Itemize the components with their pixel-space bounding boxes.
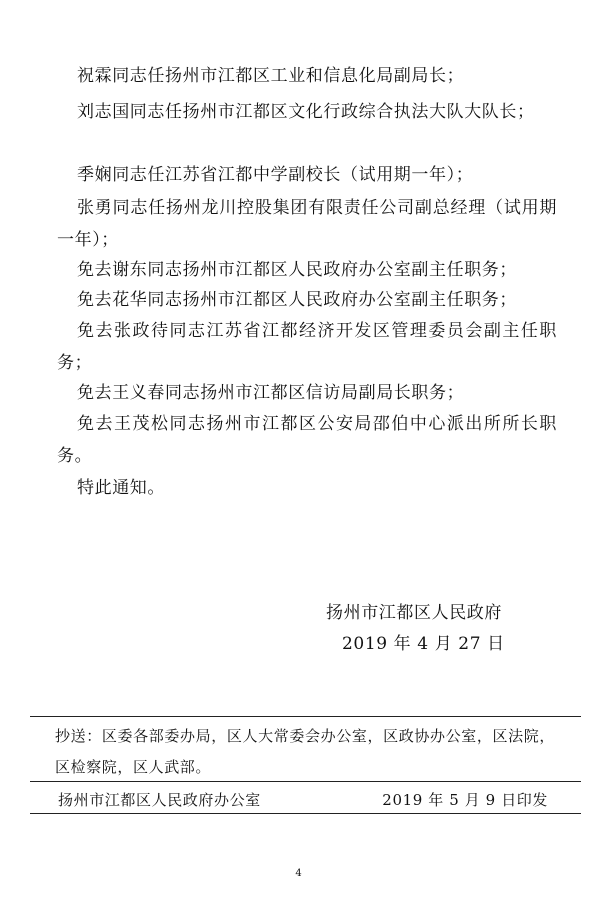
appointment-paragraph: 祝霖同志任扬州市江都区工业和信息化局副局长； <box>77 66 465 86</box>
issuing-organization: 扬州市江都区人民政府 <box>326 603 502 623</box>
dismissal-paragraph: 免去王义春同志扬州市江都区信访局副局长职务； <box>77 383 465 403</box>
appointment-paragraph: 张勇同志任扬州龙川控股集团有限责任公司副总经理（试用期一年）； <box>57 198 557 250</box>
page-number: 4 <box>295 868 302 879</box>
dismissal-paragraph: 免去王茂松同志扬州市江都区公安局邵伯中心派出所所长职务。 <box>57 414 557 466</box>
cc-bottom-rule <box>30 781 581 782</box>
appointment-paragraph: 刘志国同志任扬州市江都区文化行政综合执法大队大队长； <box>77 102 535 122</box>
closing-line: 特此通知。 <box>77 478 165 498</box>
print-date: 2019 年 5 月 9 日印发 <box>382 791 548 809</box>
dismissal-paragraph: 免去花华同志扬州市江都区人民政府办公室副主任职务； <box>77 290 517 310</box>
dismissal-paragraph: 免去谢东同志扬州市江都区人民政府办公室副主任职务； <box>77 260 517 280</box>
issue-date: 2019 年 4 月 27 日 <box>342 634 505 654</box>
dismissal-paragraph: 免去张政待同志江苏省江都经济开发区管理委员会副主任职务； <box>57 321 557 373</box>
printing-office: 扬州市江都区人民政府办公室 <box>58 791 261 809</box>
footer-bottom-rule <box>30 813 581 814</box>
cc-top-rule <box>30 716 581 717</box>
appointment-paragraph: 季娴同志任江苏省江都中学副校长（试用期一年）； <box>77 165 474 185</box>
cc-list: 抄送：区委各部委办局，区人大常委会办公室，区政协办公室，区法院，区检察院，区人武部。 <box>55 727 555 776</box>
